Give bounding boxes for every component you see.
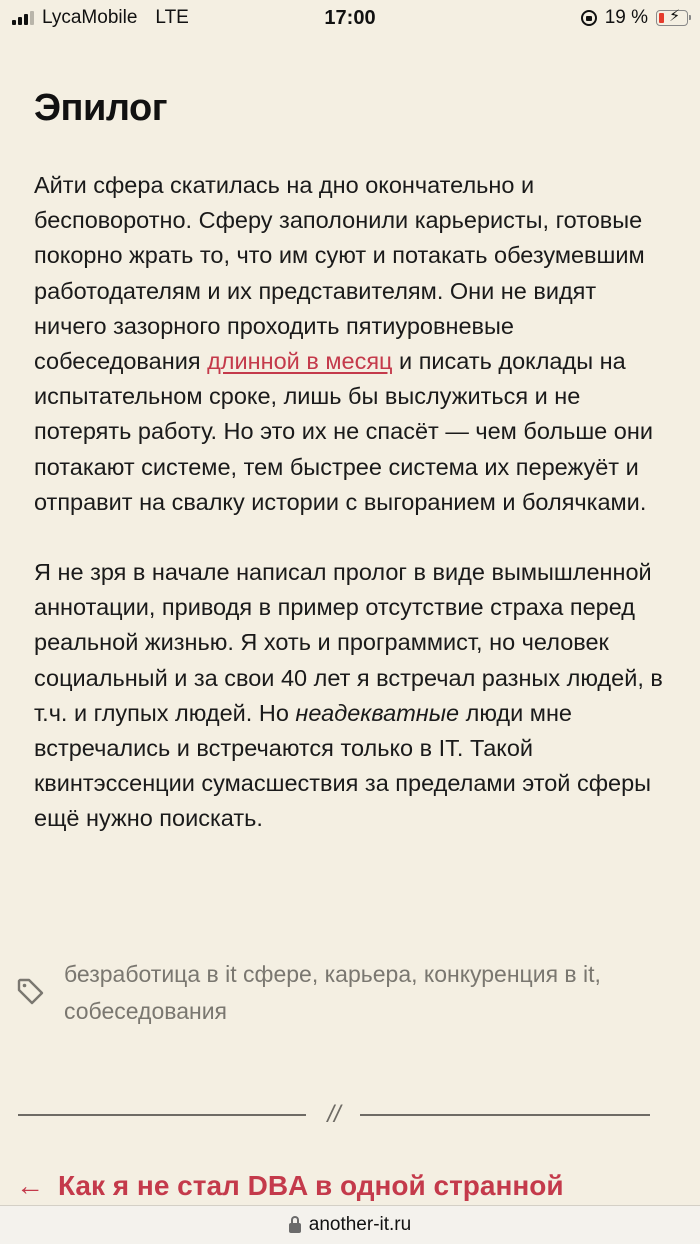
article-paragraph-1 — [34, 168, 674, 520]
url-domain: another-it.ru — [308, 1214, 412, 1235]
article-content — [34, 80, 674, 837]
battery-fill — [659, 13, 664, 23]
article-paragraph-2 — [34, 555, 674, 837]
divider-line-left — [18, 1114, 306, 1116]
paragraph-2-text-start: Я не зря в начале написал пролог в виде вымышленной аннотации, приводя в пример отсутствие страха перед реальной жизнью. Я хоть и программист, но человек социальный и за свои 40 лет я встречал разных людей, в т.ч. и глупых людей. Но — [34, 559, 663, 726]
previous-post-link[interactable] — [16, 1164, 700, 1208]
tag-icon — [16, 977, 46, 1007]
battery-icon — [656, 10, 688, 26]
divider-mark: // — [327, 1101, 341, 1128]
tags-list[interactable]: безработица в it сфере, карьера, конкуренция в it, собеседования — [64, 961, 601, 1024]
status-time: 17:00 — [324, 7, 376, 29]
tags-block — [16, 956, 676, 1030]
emphasis-word: неадекватные — [295, 699, 460, 726]
status-right — [581, 7, 688, 29]
inline-link-month[interactable]: длинной в месяц — [207, 348, 393, 375]
arrow-left-icon: ← — [16, 1170, 44, 1201]
previous-post-title: Как я не стал DBA в одной странной — [58, 1170, 564, 1201]
paragraph-1-text-end: и писать доклады на испытательном сроке, лишь бы выслужиться и не потерять работу. Но это их не спасёт — чем больше они потакают системе, тем быстрее система их пережуёт и отправит на свалку истории с выгоранием и болячками. — [34, 348, 653, 515]
status-bar — [0, 0, 700, 36]
network-type: LTE — [155, 7, 189, 28]
charging-bolt-icon: ⚡︎ — [669, 8, 681, 25]
orientation-lock-icon — [581, 10, 597, 26]
browser-url-bar[interactable] — [0, 1205, 700, 1244]
padlock-icon — [289, 1223, 301, 1233]
battery-percent: 19 % — [604, 7, 648, 28]
paragraph-2-text-end: люди мне встречались и встречаются только в IT. Такой квинтэссенции сумасшествия за пределами этой сферы ещё нужно поискать. — [34, 699, 652, 832]
paragraph-1-text-start: Айти сфера скатилась на дно окончательно и бесповоротно. Сферу заполонили карьеристы, готовые покорно жрать то, что им суют и потакать обезумевшим работодателям и их представителям. Они не видят ничего зазорного проходить пятиуровневые собеседования — [34, 172, 645, 375]
section-heading: Эпилог — [34, 87, 168, 129]
section-divider — [18, 1098, 650, 1132]
carrier-name: LycaMobile — [42, 7, 138, 28]
divider-line-right — [360, 1114, 650, 1116]
